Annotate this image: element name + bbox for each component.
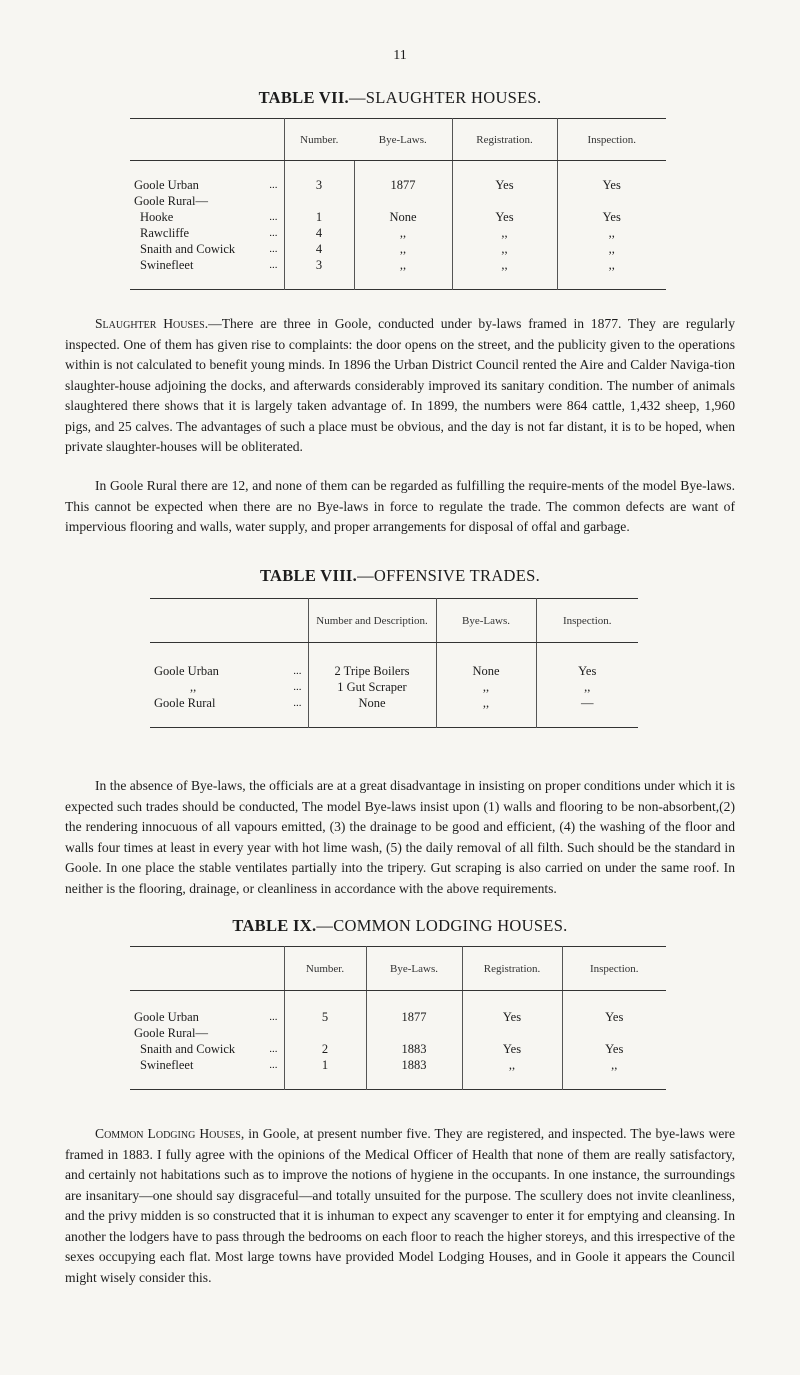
table-7-title-bold: TABLE VII. <box>258 88 349 107</box>
table-row: Swinefleet ... 1 1883 ,, ,, <box>130 1057 666 1073</box>
table-8-title-rest: —OFFENSIVE TRADES. <box>357 566 541 585</box>
table-7-title-rest: —SLAUGHTER HOUSES. <box>349 88 542 107</box>
table-row: Goole Rural— <box>130 193 666 209</box>
lead-slaughter-houses: Slaughter Houses. <box>95 316 209 331</box>
lead-common-lodging-houses: Common Lodging Houses, <box>95 1126 245 1141</box>
header-inspection: Inspection. <box>562 947 666 991</box>
paragraph-goole-rural: In Goole Rural there are 12, and none of them can be regarded as fulfilling the require-ments of the model Bye-laws. This cannot be expected when there are no Bye-laws in force to regulate the trade. The common defects are want of impervious flooring and walls, water supply, and proper arrangements for disposal of offal and garbage. <box>65 478 735 534</box>
header-registration: Registration. <box>462 947 562 991</box>
table-9-title <box>0 916 800 936</box>
table-row: Swinefleet ... 3 ,, ,, ,, <box>130 257 666 273</box>
page-number: 11 <box>393 48 407 63</box>
table-row: Goole Rural ... None ,, — <box>150 695 638 711</box>
table-row: Rawcliffe ... 4 ,, ,, ,, <box>130 225 666 241</box>
table-row: Hooke ... 1 None Yes Yes <box>130 209 666 225</box>
header-bye-laws: Bye-Laws. <box>436 599 536 643</box>
header-registration: Registration. <box>452 119 557 161</box>
table-7 <box>130 118 666 290</box>
header-bye-laws: Bye-Laws. <box>354 119 452 161</box>
header-bye-laws: Bye-Laws. <box>366 947 462 991</box>
table-9 <box>130 946 666 1090</box>
table-row: Goole Urban ... 5 1877 Yes Yes <box>130 1009 666 1025</box>
paragraph-slaughter-houses: Slaughter Houses.—There are three in Goole, conducted under by-laws framed in 1877. They are regularly inspected. One of them has given rise to complaints: the door opens on the street, and the publicity given to the operations within is not calculated to benefit young minds. In 1896 the Urban District Council rented the Aire and Calder Naviga-tion slaughter-house adjoining the docks, and afterwards considerably improved its sanitary condition. The number of animals slaughtered there shows that it is largely taken advantage of. In 1899, the numbers were 864 cattle, 1,432 sheep, 1,960 pigs, and 25 calves. The advantages of such a place must be obvious, and the day is not far distant, it is to be hoped, when private slaughter-houses will be obliterated. <box>65 316 735 454</box>
table-7-title <box>0 88 800 108</box>
table-9-title-rest: —COMMON LODGING HOUSES. <box>316 916 568 935</box>
table-row: Goole Rural— <box>130 1025 666 1041</box>
table-row: Goole Urban ... 2 Tripe Boilers None Yes <box>150 663 638 679</box>
table-8-title-bold: TABLE VIII. <box>259 566 358 585</box>
paragraph-offensive-trades: In the absence of Bye-laws, the officials are at a great disadvantage in insisting on proper conditions under which it is expected such trades should be conducted, The model Bye-laws insist upon (1) walls and flooring to be non-absorbent,(2) the rendering innocuous of all vapours emitted, (3) the drainage to be good and efficient, (4) the washing of the floor and walls four times at least in every year with hot lime wash, (5) the daily removal of all filth. Such should be the standard in Goole. In one place the stable ventilates partially into the tripery. Gut scraping is also carried on under the same roof. In neither is the flooring, drainage, or cleanliness in accordance with the above requirements. <box>65 778 735 896</box>
table-row: Snaith and Cowick ... 2 1883 Yes Yes <box>130 1041 666 1057</box>
header-inspection: Inspection. <box>557 119 666 161</box>
table-row: Goole Urban ... 3 1877 Yes Yes <box>130 177 666 193</box>
table-8-title <box>0 566 800 586</box>
paragraph-common-lodging-houses: Common Lodging Houses, in Goole, at present number five. They are registered, and inspected. The bye-laws were framed in 1883. I fully agree with the opinions of the Medical Officer of Health that none of them are really satisfactory, and certainly not habitations such as to improve the notions of hygiene in the occupants. In one instance, the surroundings are insanitary—one should say disgraceful—and totally unsuited for the purpose. The scullery does not invite cleanliness, and the privy midden is so constructed that it is inhuman to expect any scavenger to enter it for emptying and cleansing. In another the lodgers have to pass through the bedrooms on each floor to reach the higher storeys, and this irrespective of the sexes occupying each flat. Most large towns have provided Model Lodging Houses, and in Goole it appears the Council might wisely consider this. <box>65 1126 735 1285</box>
header-inspection: Inspection. <box>536 599 638 643</box>
header-number: Number. <box>284 119 354 161</box>
table-9-title-bold: TABLE IX. <box>232 916 317 935</box>
header-number-description: Number and Description. <box>308 599 436 643</box>
table-8 <box>150 598 638 728</box>
table-row: ,, ... 1 Gut Scraper ,, ,, <box>150 679 638 695</box>
table-row: Snaith and Cowick ... 4 ,, ,, ,, <box>130 241 666 257</box>
header-number: Number. <box>284 947 366 991</box>
